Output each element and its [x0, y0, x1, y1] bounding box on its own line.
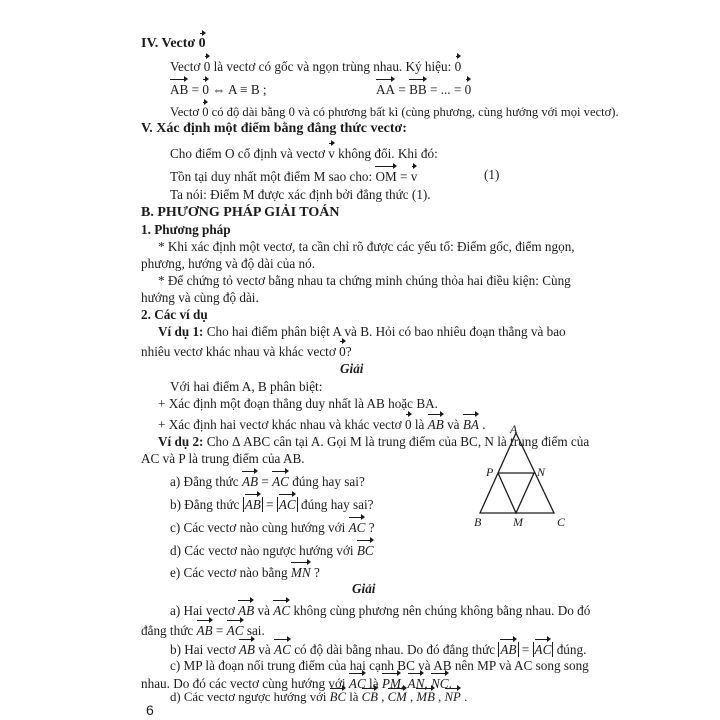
- example1-text-a: Ví dụ 1: Cho hai điểm phân biệt A và B. Hỏi có bao nhiêu đoạn thẳng và bao: [158, 324, 566, 339]
- label-p: P: [486, 465, 494, 479]
- question-c: c) Các vectơ nào cùng hướng với AC ?: [170, 517, 375, 536]
- solution-a-line2: đẳng thức AB = AC sai.: [141, 620, 265, 639]
- section-b-heading: B. PHƯƠNG PHÁP GIẢI TOÁN: [141, 205, 340, 220]
- label-m: M: [513, 515, 523, 529]
- solution-b: b) Hai vectơ AB và AC có độ dài bằng nhau. Do đó đẳng thức AB = AC đúng.: [170, 639, 586, 658]
- example1-label: Ví dụ 1:: [158, 324, 204, 339]
- example1-solution-line1: Với hai điểm A, B phân biệt:: [170, 379, 323, 394]
- label-b: B: [474, 515, 482, 529]
- question-a: a) Đẳng thức AB = AC đúng hay sai?: [170, 471, 365, 490]
- label-n: N: [537, 465, 546, 479]
- question-e: e) Các vectơ nào bằng MN ?: [170, 562, 320, 581]
- midpoint-triangle-pnm: [498, 473, 534, 513]
- section-v-heading: V. Xác định một điểm bằng đẳng thức vectơ:: [141, 121, 407, 136]
- label-c: C: [557, 515, 566, 529]
- question-b: b) Đẳng thức AB = AC đúng hay sai?: [170, 494, 374, 513]
- example2-label: Ví dụ 2:: [158, 434, 204, 449]
- section-v-line2: Tồn tại duy nhất một điểm M sao cho: OM = v: [170, 166, 417, 185]
- page-number: 6: [146, 702, 154, 718]
- solution-c-line2: nhau. Do đó các vectơ cùng hướng với AC là PM, AN, NC.: [141, 673, 452, 692]
- solution-a-line1: a) Hai vectơ AB và AC không cùng phương nên chúng không bằng nhau. Do đó: [170, 600, 590, 619]
- method-point1-a: * Khi xác định một vectơ, ta cần chỉ rõ được các yếu tố: Điểm gốc, điểm ngọn,: [158, 239, 575, 254]
- method-point2-a: * Để chứng tỏ vectơ bằng nhau ta chứng minh chúng thỏa hai điều kiện: Cùng: [158, 273, 571, 288]
- examples-subheading: 2. Các ví dụ: [141, 307, 208, 322]
- zero-vector-formula-left: AB = 0 ⇔ A ≡ B ;: [170, 79, 267, 98]
- method-subheading: 1. Phương pháp: [141, 222, 231, 237]
- equation-number: (1): [484, 167, 500, 182]
- section-iv-heading: IV. Vectơ 0: [141, 33, 206, 52]
- example2-text-b: AC và P là trung điểm của AB.: [141, 451, 305, 466]
- zero-vector-formula-right: AA = BB = ... = 0: [376, 79, 471, 98]
- question-d: d) Các vectơ nào ngược hướng với BC: [170, 540, 374, 559]
- section-iv-line1: Vectơ 0 là vectơ có gốc và ngọn trùng nhau. Ký hiệu: 0: [170, 56, 461, 75]
- example1-text-b: nhiêu vectơ khác nhau và khác vectơ 0?: [141, 341, 352, 360]
- example2-solution-title: Giải: [352, 581, 376, 596]
- section-v-line1: Cho điểm O cố định và vectơ v không đổi. Khi đó:: [170, 143, 438, 162]
- solution-c-line1: c) MP là đoạn nối trung điểm của hai cạnh BC và AB nên MP và AC song song: [170, 658, 589, 673]
- solution-d: d) Các vectơ ngược hướng với BC là CB , CM , MB , NP .: [170, 690, 468, 704]
- example1-solution-line3: + Xác định hai vectơ khác nhau và khác vectơ 0 là AB và BA .: [158, 414, 486, 433]
- section-v-line3: Ta nói: Điểm M được xác định bởi đẳng thức (1).: [170, 187, 431, 202]
- label-a: A: [510, 425, 518, 436]
- method-point2-b: hướng và cùng độ dài.: [141, 290, 259, 305]
- example1-solution-line2: + Xác định một đoạn thẳng duy nhất là AB hoặc BA.: [158, 396, 438, 411]
- example2-text-a: Ví dụ 2: Cho Δ ABC cân tại A. Gọi M là trung điểm của BC, N là trung điểm của: [158, 434, 590, 449]
- triangle-figure: [470, 425, 590, 535]
- example1-solution-title: Giải: [340, 361, 364, 376]
- section-iv-line3: Vectơ 0 có độ dài bằng 0 và có phương bất kì (cùng phương, cùng hướng với mọi vectơ).: [170, 102, 619, 121]
- method-point1-b: phương, hướng và độ dài của nó.: [141, 256, 316, 271]
